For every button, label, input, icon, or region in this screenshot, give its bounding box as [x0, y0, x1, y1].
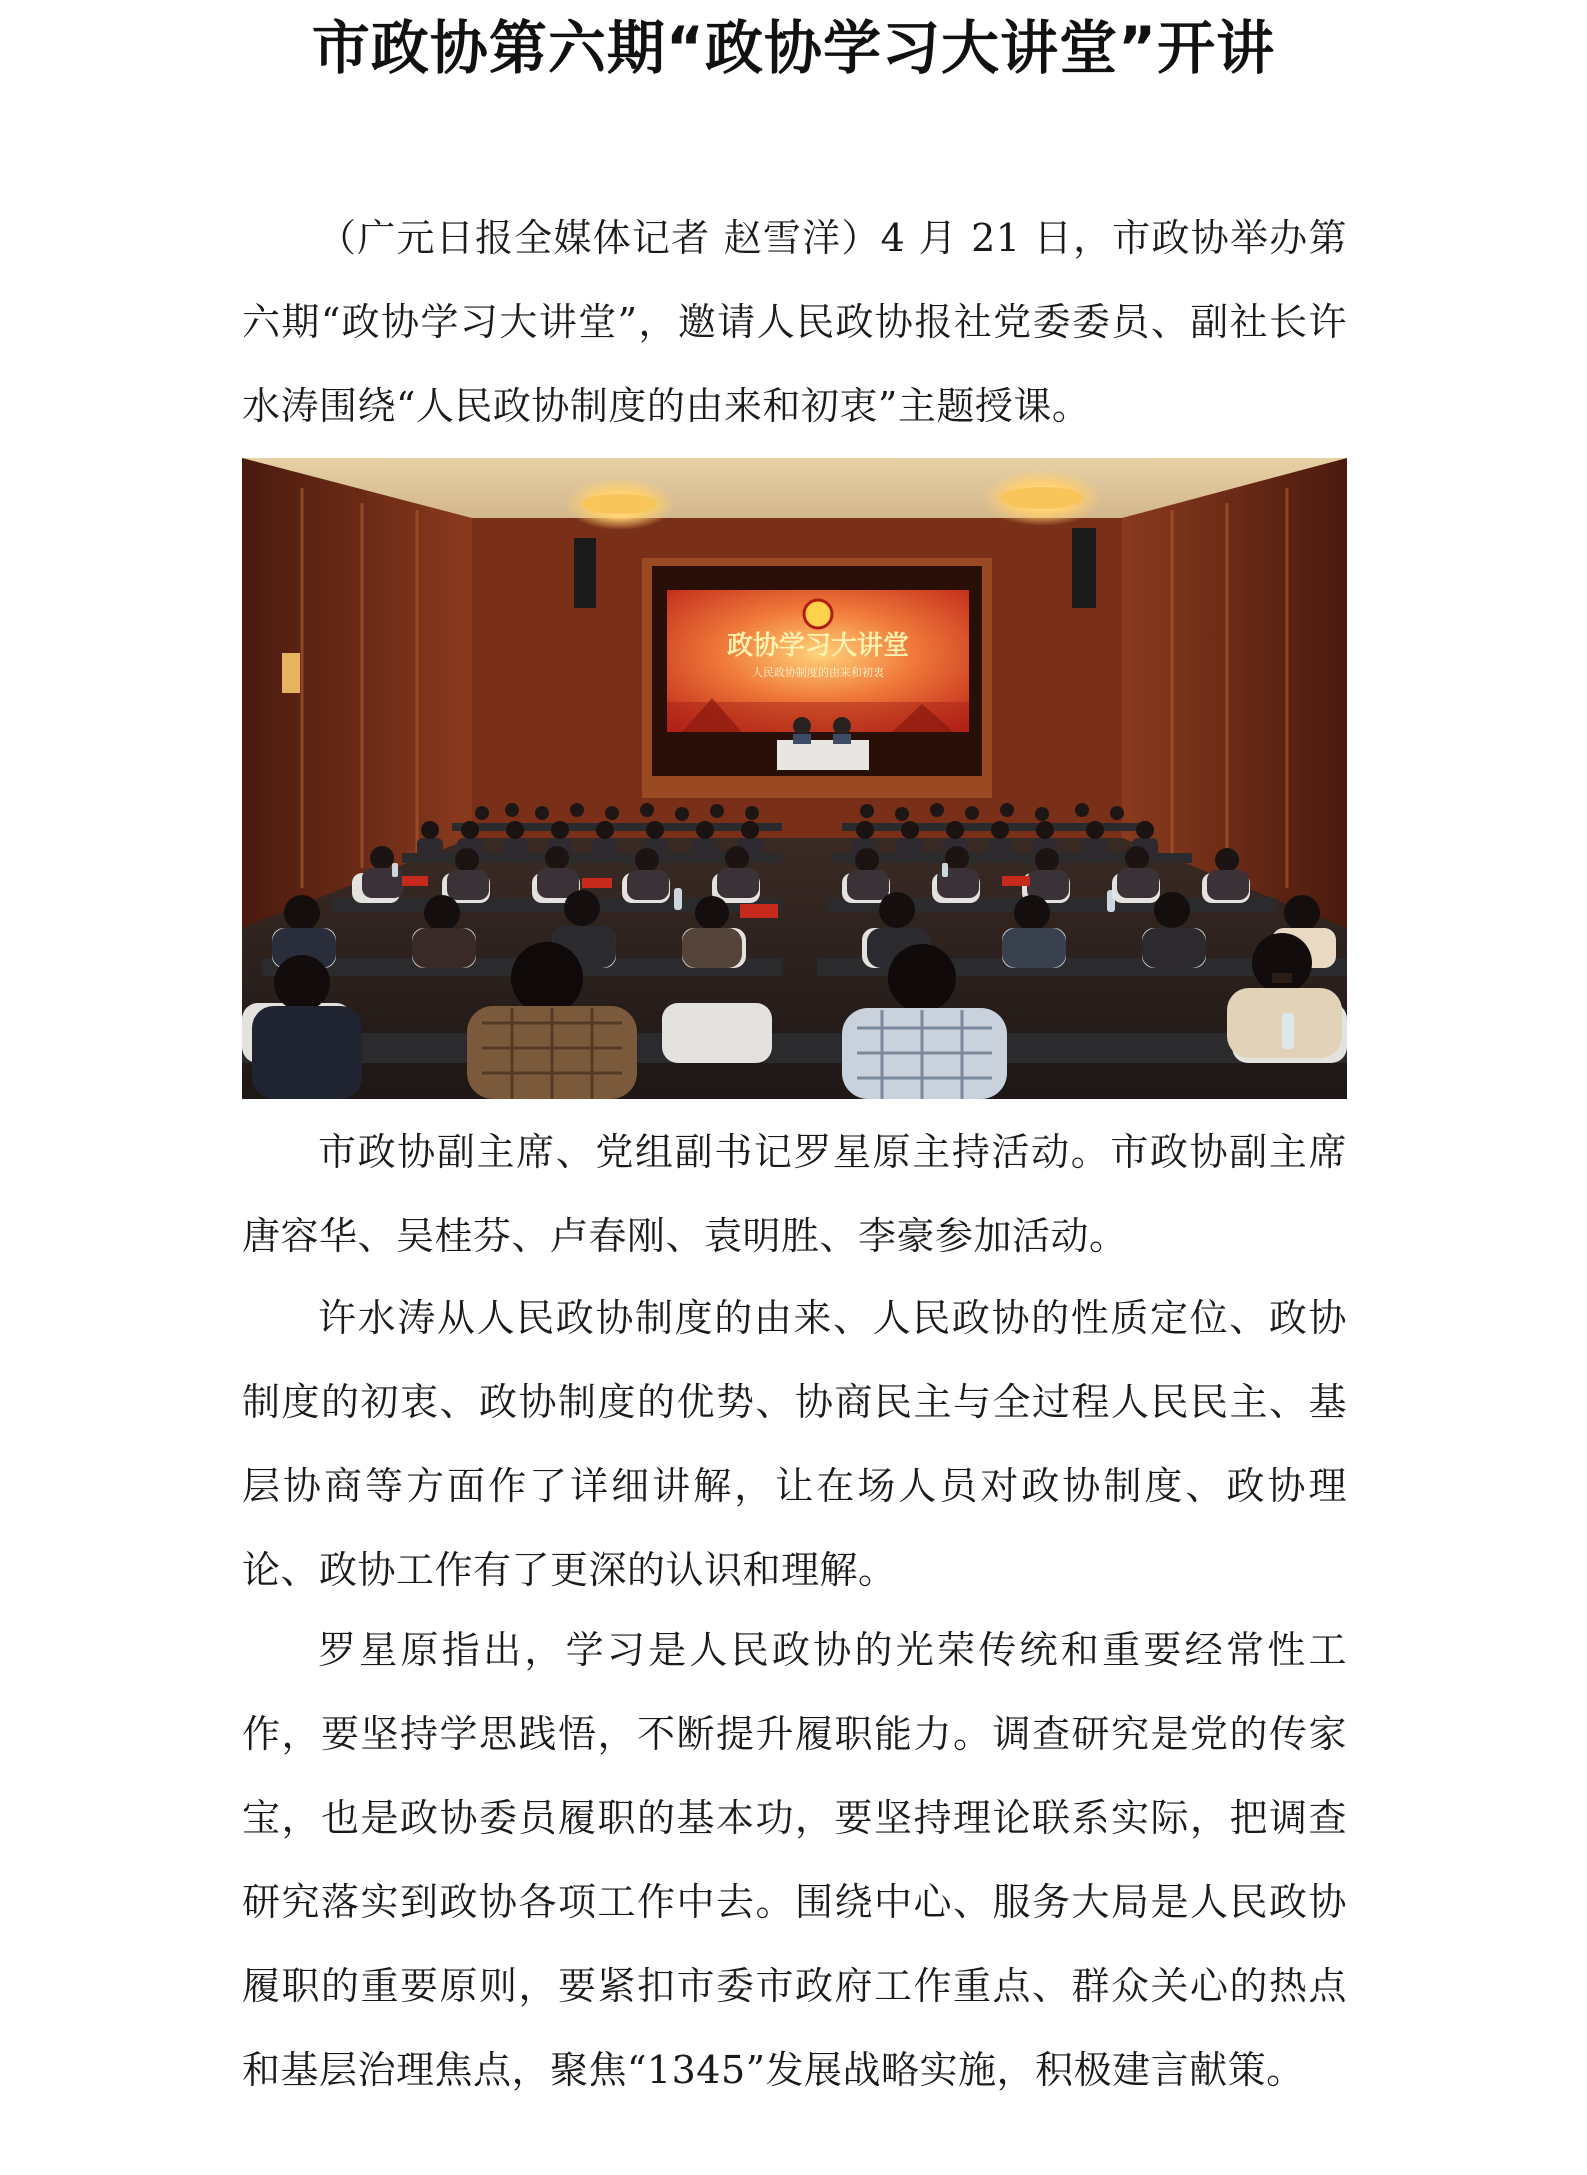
article-title: 市政协第六期“政协学习大讲堂”开讲 — [311, 14, 1276, 82]
screen-subtitle: 人民政协制度的由来和初衷 — [752, 666, 884, 679]
paragraph-intro: （广元日报全媒体记者 赵雪洋）4 月 21 日，市政协举办第六期“政协学习大讲堂”，邀请人民政协报社党委委员、副社长许水涛围绕“人民政协制度的由来和初衷”主题授课。 — [242, 216, 1347, 428]
paragraph-remarks: 罗星原指出，学习是人民政协的光荣传统和重要经常性工作，要坚持学思践悟，不断提升履职能力。调查研究是党的传家宝，也是政协委员履职的基本功，要坚持理论联系实际，把调查研究落实到政协各项工作中去。围绕中心、服务大局是人民政协履职的重要原则，要紧扣市委市政府工作重点、群众关心的热点和基层治理焦点，聚焦“1345”发展战略实施，积极建言献策。 — [242, 1628, 1347, 2092]
paragraph-host: 市政协副主席、党组副书记罗星原主持活动。市政协副主席唐容华、吴桂芬、卢春刚、袁明胜、李豪参加活动。 — [242, 1130, 1347, 1258]
paragraph-lecture: 许水涛从人民政协制度的由来、人民政协的性质定位、政协制度的初衷、政协制度的优势、协商民主与全过程人民民主、基层协商等方面作了详细讲解，让在场人员对政协制度、政协理论、政协工作有了更深的认识和理解。 — [242, 1296, 1347, 1592]
emblem-icon — [804, 600, 832, 628]
meeting-photo — [242, 458, 1347, 1099]
meeting-photo-illustration — [242, 458, 1347, 1099]
screen-title: 政协学习大讲堂 — [726, 631, 910, 661]
